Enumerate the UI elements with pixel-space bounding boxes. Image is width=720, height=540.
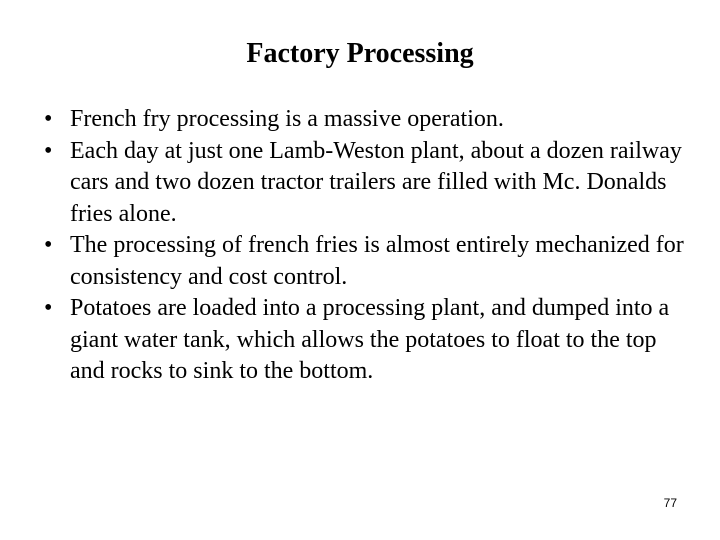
bullet-icon: • (44, 295, 53, 321)
bullet-icon: • (44, 137, 53, 164)
bullet-text: French fry processing is a massive operation. (70, 106, 504, 132)
bullet-text: Each day at just one Lamb-Weston plant, about a dozen railway cars and two dozen tractor trailers are filled with Mc. Donalds fries alone. (70, 137, 682, 227)
bullet-item (44, 230, 684, 293)
bullet-text: Potatoes are loaded into a processing plant, and dumped into a giant water tank, which allows the potatoes to float to the top and rocks to sink to the bottom. (70, 295, 670, 384)
page-number: 77 (663, 496, 677, 510)
bullet-list (44, 104, 684, 388)
bullet-icon: • (44, 232, 53, 258)
bullet-text: The processing of french fries is almost entirely mechanized for consistency and cost control. (70, 232, 684, 290)
bullet-item (44, 104, 684, 136)
bullet-item (44, 136, 684, 231)
slide-title: Factory Processing (246, 38, 474, 69)
bullet-icon: • (44, 106, 53, 132)
bullet-item (44, 293, 684, 388)
